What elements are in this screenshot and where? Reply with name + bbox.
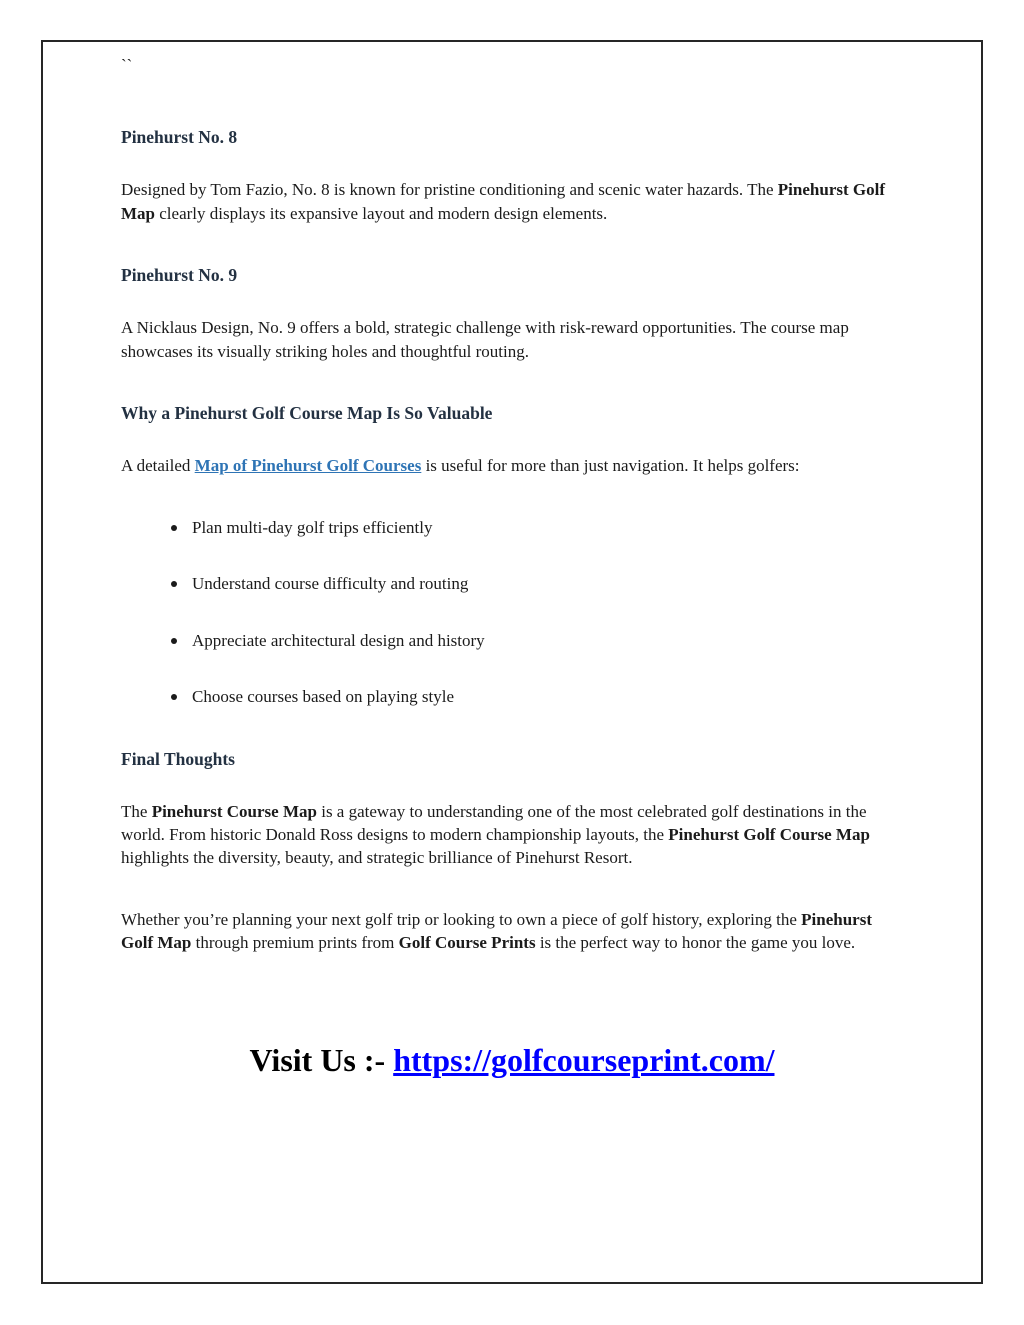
heading-pinehurst-no-8: Pinehurst No. 8 [121, 127, 238, 148]
heading-final-thoughts: Final Thoughts [121, 748, 235, 769]
text-segment: The [121, 801, 152, 821]
paragraph-final-thoughts-2 [121, 908, 903, 955]
page-border [41, 40, 983, 1284]
text-segment: is a gateway to understanding one of the most celebrated golf destinations in the world. From historic Donald Ross designs to modern championship layouts, the [121, 801, 867, 844]
text-segment: Pinehurst Golf Map [121, 180, 885, 223]
text-segment: Pinehurst Golf Map [121, 909, 872, 953]
visit-us-link[interactable]: https://golfcourseprint.com/ [393, 1041, 775, 1078]
text-segment: Pinehurst Course Map [151, 801, 317, 821]
paragraph-final-thoughts-1 [121, 800, 903, 870]
text-segment: A Nicklaus Design, No. 9 offers a bold, strategic challenge with risk-reward opportunities. The course map showcases its visually striking holes and thoughtful routing. [121, 318, 849, 361]
heading-pinehurst-no-9: Pinehurst No. 9 [121, 265, 238, 286]
visit-us-label: Visit Us :- [249, 1041, 394, 1078]
text-segment: is the perfect way to honor the game you love. [535, 933, 856, 953]
paragraph-pinehurst-no-8 [121, 178, 903, 225]
text-segment: clearly displays its expansive layout and modern design elements. [155, 203, 608, 223]
paragraph-why-valuable [121, 454, 903, 477]
text-segment: is useful for more than just navigation. It helps golfers: [421, 456, 800, 476]
bullet-list [121, 516, 903, 709]
text-segment: A detailed [121, 456, 195, 476]
bullet-item: Plan multi-day golf trips efficiently [165, 516, 903, 539]
text-segment: Pinehurst Golf Course Map [668, 824, 870, 844]
map-of-pinehurst-golf-courses-link[interactable]: Map of Pinehurst Golf Courses [194, 456, 422, 476]
visit-us-line [121, 1040, 903, 1080]
bullet-item: Understand course difficulty and routing [165, 572, 903, 595]
text-segment: Designed by Tom Fazio, No. 8 is known for pristine conditioning and scenic water hazards. The [121, 180, 778, 200]
text-segment: through premium prints from [191, 933, 399, 953]
text-segment: Whether you’re planning your next golf trip or looking to own a piece of golf history, exploring the [121, 909, 802, 929]
bullet-item: Choose courses based on playing style [165, 685, 903, 708]
text-segment: highlights the diversity, beauty, and strategic brilliance of Pinehurst Resort. [121, 848, 633, 868]
document-content [43, 42, 981, 1282]
bullet-item: Appreciate architectural design and history [165, 629, 903, 652]
text-segment: Golf Course Prints [398, 933, 536, 953]
stray-backtick-mark: `` [121, 56, 133, 75]
heading-why-valuable: Why a Pinehurst Golf Course Map Is So Valuable [121, 403, 493, 424]
paragraph-pinehurst-no-9 [121, 316, 903, 363]
